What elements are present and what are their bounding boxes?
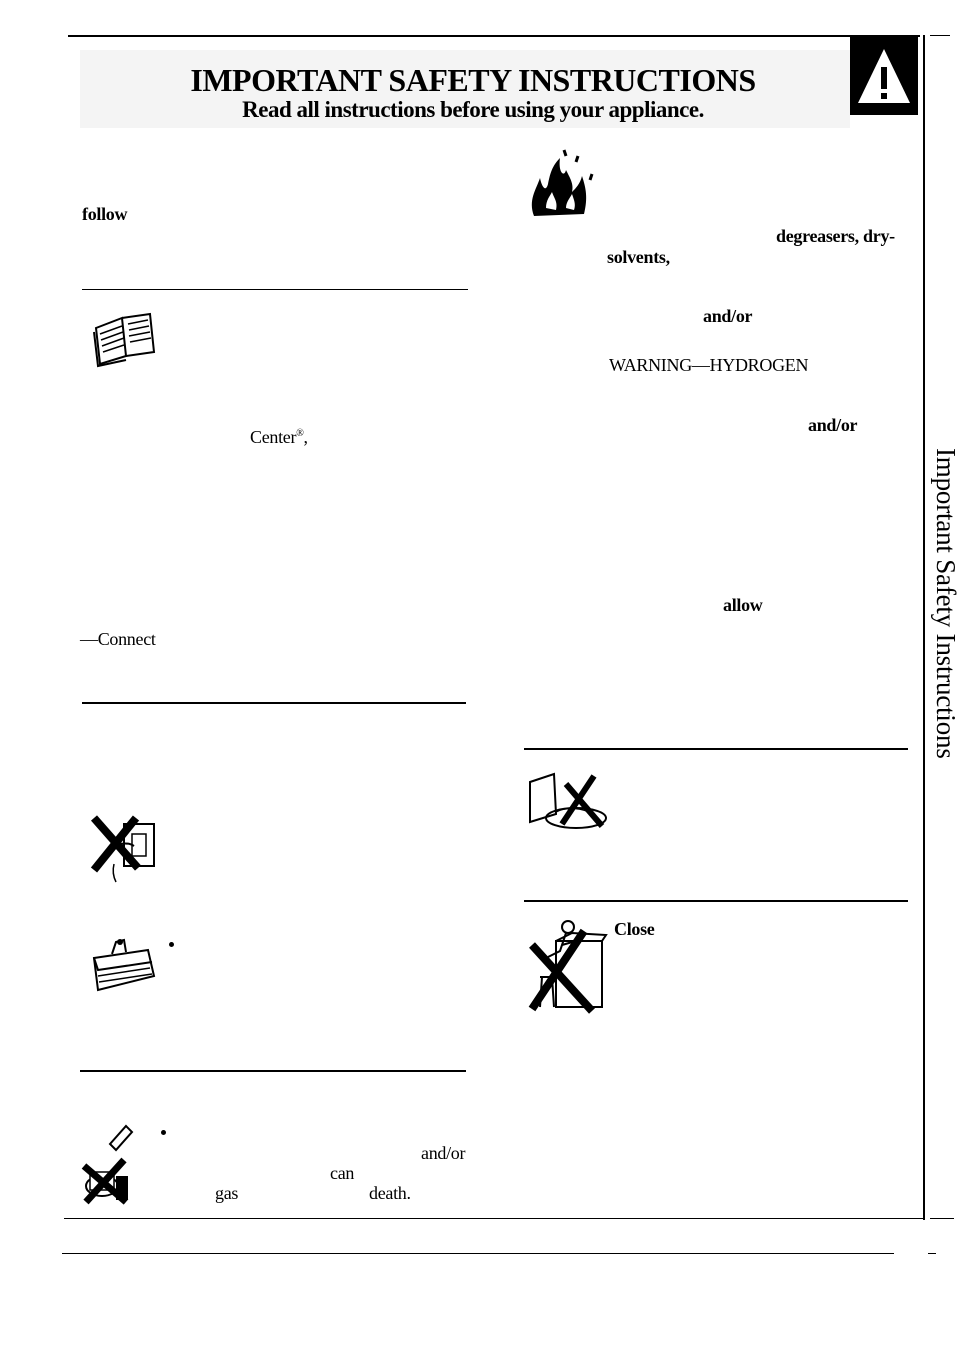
text-and-or-left: and/or	[421, 1143, 466, 1163]
section-divider	[524, 748, 908, 750]
text-close: Close	[614, 919, 655, 939]
section-divider	[524, 900, 908, 902]
bullet	[161, 1130, 166, 1135]
sidebar-text: Important Safety Instructions	[931, 448, 961, 759]
text-center	[250, 428, 308, 446]
crossed-bleach-icon	[80, 1120, 144, 1204]
top-rule	[68, 35, 920, 37]
bottom-rule-right-tick	[930, 1218, 954, 1219]
text-and-or-right-2: and/or	[808, 415, 858, 435]
page-title: IMPORTANT SAFETY INSTRUCTIONS	[190, 62, 756, 98]
warning-triangle-icon	[850, 35, 918, 115]
text-solvents: solvents,	[607, 247, 670, 267]
owners-manual-icon	[92, 310, 160, 366]
fire-icon	[526, 148, 600, 220]
text-can: can	[330, 1163, 355, 1183]
bullet	[169, 942, 174, 947]
page-subtitle: Read all instructions before using your appliance.	[242, 97, 704, 122]
text-death: death.	[369, 1183, 411, 1203]
text-allow: allow	[723, 595, 763, 615]
footer-rule	[62, 1253, 894, 1254]
comma: ,	[303, 427, 308, 447]
text-and-or-right-1: and/or	[703, 306, 753, 326]
right-margin-tick	[930, 35, 950, 36]
section-divider	[82, 702, 466, 704]
right-margin-rule	[923, 35, 925, 1220]
crossed-outlet-icon	[88, 812, 164, 884]
text-connect: —Connect	[80, 629, 156, 649]
footer-tick	[928, 1253, 936, 1254]
crossed-open-washer-icon	[526, 772, 610, 830]
toolbox-icon	[88, 936, 160, 994]
sidebar-label	[933, 448, 963, 818]
registered-mark: ®	[296, 428, 304, 439]
bottom-rule	[64, 1218, 924, 1219]
warning-box	[850, 35, 918, 115]
center-word: Center	[250, 427, 297, 447]
text-degreasers: degreasers, dry-	[776, 226, 895, 246]
section-divider	[82, 289, 468, 290]
text-warning-hydrogen: WARNING—HYDROGEN	[609, 355, 809, 375]
crossed-child-washer-icon	[526, 915, 606, 1013]
text-gas: gas	[215, 1183, 239, 1203]
text-follow: follow	[82, 204, 128, 224]
section-divider	[80, 1070, 466, 1072]
